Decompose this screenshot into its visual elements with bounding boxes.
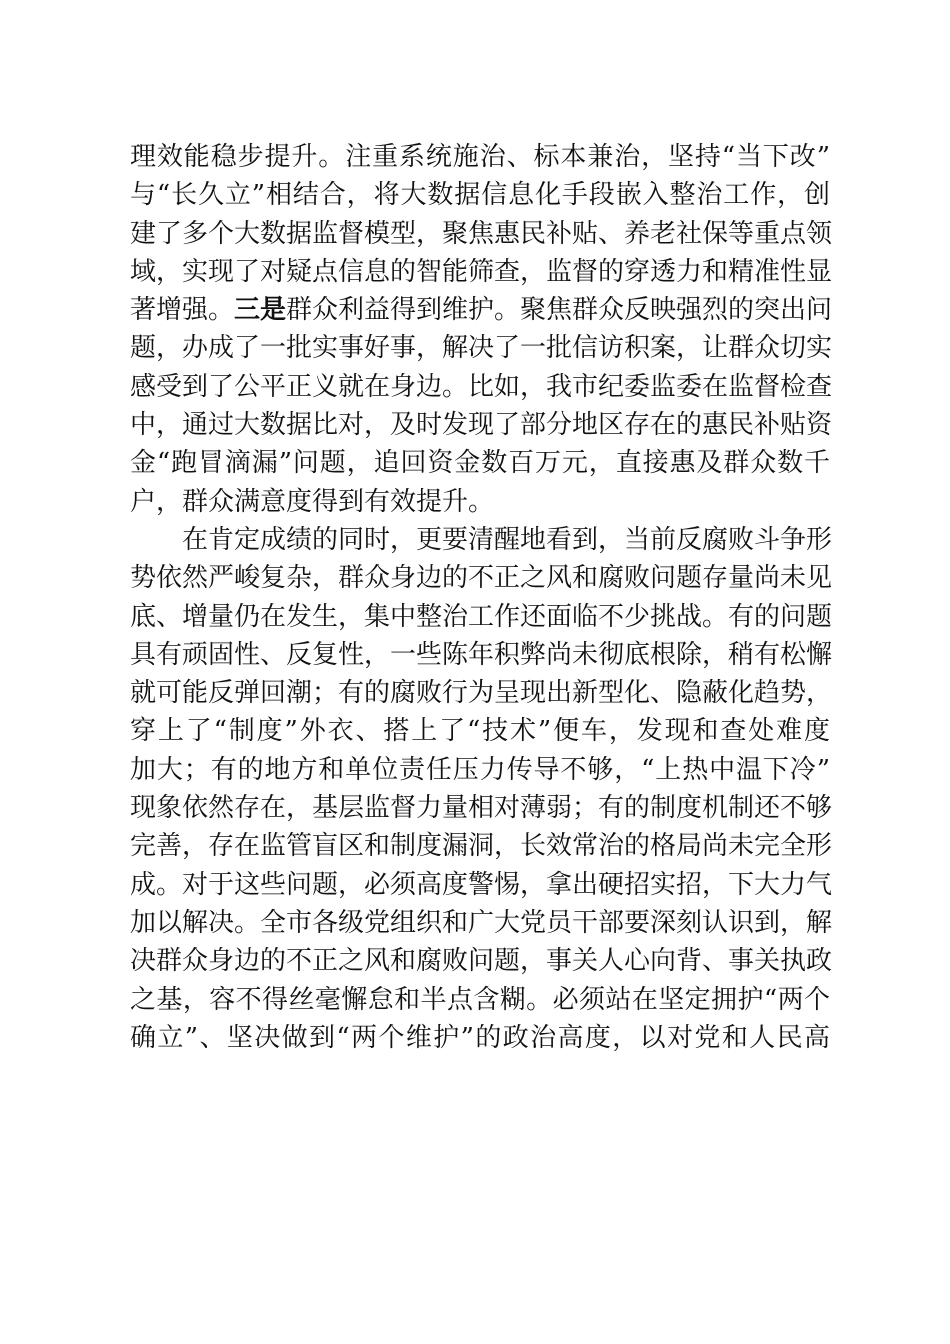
text-line: 域，实现了对疑点信息的智能筛查，监督的穿透力和精准性显: [130, 256, 833, 287]
text-line: 确立”、坚决做到“两个维护”的政治高度，以对党和人民高: [130, 1022, 830, 1053]
text-line: 感受到了公平正义就在身边。比如，我市纪委监委在监督检查: [130, 371, 833, 402]
paragraph-1: [130, 138, 833, 521]
text-line: 中，通过大数据比对，及时发现了部分地区存在的惠民补贴资: [130, 410, 833, 441]
text-line: 就可能反弹回潮；有的腐败行为呈现出新型化、隐蔽化趋势，: [130, 678, 833, 709]
text-line: 成。对于这些问题，必须高度警惕，拿出硬招实招，下大力气: [130, 869, 833, 900]
text-segment: 著增强。: [130, 295, 235, 326]
text-line: 金“跑冒滴漏”问题，追回资金数百万元，直接惠及群众数千: [130, 448, 830, 479]
text-line-first: 在肯定成绩的同时，更要清醒地看到，当前反腐败斗争形: [182, 524, 833, 555]
text-line: 势依然严峻复杂，群众身边的不正之风和腐败问题存量尚未见: [130, 563, 833, 594]
text-line: 决群众身边的不正之风和腐败问题，事关人心向背、事关执政: [130, 946, 833, 977]
text-line: 穿上了“制度”外衣、搭上了“技术”便车，发现和查处难度: [130, 716, 830, 747]
body-text: [130, 138, 833, 1057]
text-line: 户，群众满意度得到有效提升。: [130, 486, 495, 517]
text-line: 建了多个大数据监督模型，聚焦惠民补贴、养老社保等重点领: [130, 218, 833, 249]
text-line: 加以解决。全市各级党组织和广大党员干部要深刻认识到，解: [130, 907, 833, 938]
text-line: 与“长久立”相结合，将大数据信息化手段嵌入整治工作，创: [130, 180, 830, 211]
text-segment: 群众利益得到维护。聚焦群众反映强烈的突出问: [286, 295, 833, 326]
bold-heading-phrase: 三是: [234, 295, 287, 326]
paragraph-2: [130, 521, 833, 1057]
text-line: 完善，存在监管盲区和制度漏洞，长效常治的格局尚未完全形: [130, 831, 833, 862]
text-line-mixed: [130, 291, 833, 329]
text-line: 现象依然存在，基层监督力量相对薄弱；有的制度机制还不够: [130, 793, 833, 824]
text-line: 之基，容不得丝毫懈怠和半点含糊。必须站在坚定拥护“两个: [130, 984, 830, 1015]
text-line: 题，办成了一批实事好事，解决了一批信访积案，让群众切实: [130, 333, 833, 364]
text-line: 具有顽固性、反复性，一些陈年积弊尚未彻底根除，稍有松懈: [130, 639, 833, 670]
text-line: 底、增量仍在发生，集中整治工作还面临不少挑战。有的问题: [130, 601, 833, 632]
text-line: 加大；有的地方和单位责任压力传导不够，“上热中温下冷”: [130, 754, 830, 785]
text-line: 理效能稳步提升。注重系统施治、标本兼治，坚持“当下改”: [130, 142, 830, 172]
